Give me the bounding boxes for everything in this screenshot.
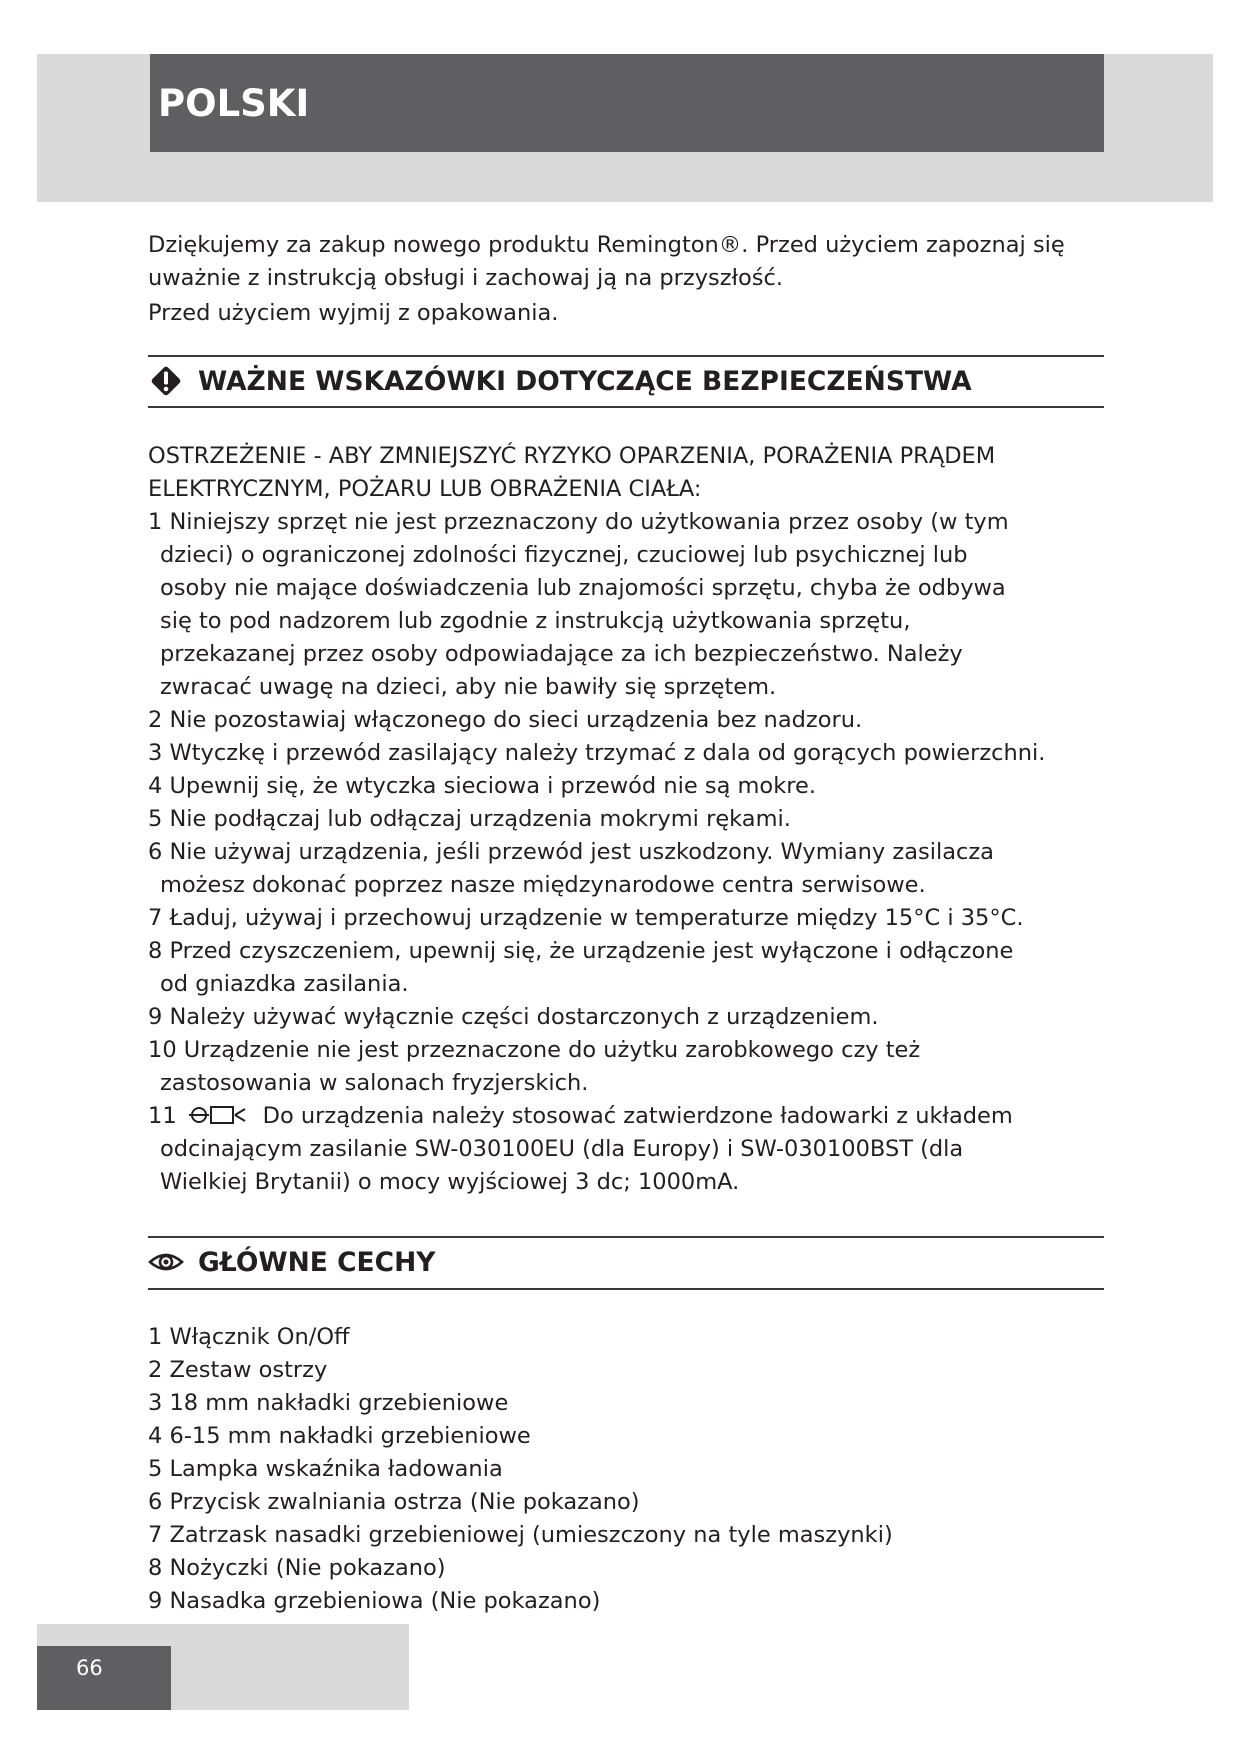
list-item: [148, 704, 1108, 737]
safety-heading: [148, 356, 1104, 406]
safety-heading-text: WAŻNE WSKAZÓWKI DOTYCZĄCE BEZPIECZEŃSTWA: [198, 365, 972, 397]
item-continuation: dzieci) o ograniczonej zdolności fizycznej, czuciowej lub psychicznej lub: [160, 542, 968, 568]
features-section: [148, 1321, 1108, 1618]
item-continuation: Wielkiej Brytanii) o mocy wyjściowej 3 dc; 1000mA.: [160, 1169, 740, 1195]
item-continuation: od gniazdka zasilania.: [160, 971, 409, 997]
intro-line: uważnie z instrukcją obsługi i zachowaj ją na przyszłość.: [148, 265, 783, 291]
item-continuation: się to pod nadzorem lub zgodnie z instrukcją użytkowania sprzętu,: [160, 608, 911, 634]
feature-item: 6 Przycisk zwalniania ostrza (Nie pokazano): [148, 1489, 640, 1515]
page-title: POLSKI: [158, 81, 310, 125]
warning-line: ELEKTRYCZNYM, POŻARU LUB OBRAŻENIA CIAŁA:: [148, 476, 702, 502]
item-continuation: przekazanej przez osoby odpowiadające za ich bezpieczeństwo. Należy: [160, 641, 963, 667]
list-item: [148, 770, 1108, 803]
list-item: [148, 737, 1108, 770]
warning-line: OSTRZEŻENIE - ABY ZMNIEJSZYĆ RYZYKO OPARZENIA, PORAŻENIA PRĄDEM: [148, 443, 996, 469]
item-text: 8 Przed czyszczeniem, upewnij się, że urządzenie jest wyłączone i odłączone: [148, 938, 1014, 964]
list-item: [148, 506, 1108, 704]
page-number: 66: [37, 1646, 171, 1710]
item-number: 11: [148, 1103, 177, 1129]
list-item: [148, 1100, 1108, 1199]
language-title-bar: [150, 54, 1104, 152]
warning-icon: [148, 363, 184, 399]
divider: [148, 406, 1104, 408]
feature-item: 7 Zatrzask nasadki grzebieniowej (umieszczony na tyle maszynki): [148, 1522, 893, 1548]
intro-line: Dziękujemy za zakup nowego produktu Remington®. Przed użyciem zapoznaj się: [148, 232, 1065, 258]
item-text: 5 Nie podłączaj lub odłączaj urządzenia mokrymi rękami.: [148, 806, 791, 832]
item-text: 1 Niniejszy sprzęt nie jest przeznaczony do użytkowania przez osoby (w tym: [148, 509, 1009, 535]
feature-item: 8 Nożyczki (Nie pokazano): [148, 1555, 446, 1581]
item-text: 10 Urządzenie nie jest przeznaczone do użytku zarobkowego czy też: [148, 1037, 921, 1063]
feature-item: 2 Zestaw ostrzy: [148, 1357, 328, 1383]
item-text: 6 Nie używaj urządzenia, jeśli przewód jest uszkodzony. Wymiany zasilacza: [148, 839, 994, 865]
item-text: 4 Upewnij się, że wtyczka sieciowa i przewód nie są mokre.: [148, 773, 816, 799]
list-item: [148, 1034, 1108, 1100]
item-continuation: odcinającym zasilanie SW-030100EU (dla Europy) i SW-030100BST (dla: [160, 1136, 964, 1162]
features-heading-text: GŁÓWNE CECHY: [198, 1246, 436, 1278]
list-item: [148, 935, 1108, 1001]
feature-item: 9 Nasadka grzebieniowa (Nie pokazano): [148, 1588, 601, 1614]
item-continuation: możesz dokonać poprzez nasze międzynarodowe centra serwisowe.: [160, 872, 926, 898]
list-item: [148, 1001, 1108, 1034]
feature-item: 1 Włącznik On/Off: [148, 1324, 350, 1350]
feature-item: 3 18 mm nakładki grzebieniowe: [148, 1390, 509, 1416]
list-item: [148, 902, 1108, 935]
list-item: [148, 836, 1108, 902]
safety-list: [148, 506, 1108, 1199]
eye-icon: [148, 1244, 184, 1280]
item-text: 9 Należy używać wyłącznie części dostarczonych z urządzeniem.: [148, 1004, 879, 1030]
item-continuation: osoby nie mające doświadczenia lub znajomości sprzętu, chyba że odbywa: [160, 575, 1006, 601]
feature-item: 4 6-15 mm nakładki grzebieniowe: [148, 1423, 531, 1449]
features-heading: [148, 1237, 1104, 1287]
feature-item: 5 Lampka wskaźnika ładowania: [148, 1456, 503, 1482]
item-text: 2 Nie pozostawiaj włączonego do sieci urządzenia bez nadzoru.: [148, 707, 863, 733]
intro-line: Przed użyciem wyjmij z opakowania.: [148, 300, 559, 326]
list-item: [148, 803, 1108, 836]
item-continuation: zastosowania w salonach fryzjerskich.: [160, 1070, 589, 1096]
item-text: 3 Wtyczkę i przewód zasilający należy trzymać z dala od gorących powierzchni.: [148, 740, 1046, 766]
safety-transformer-icon: [187, 1101, 259, 1129]
safety-instructions: [148, 440, 1108, 1199]
item-text: 7 Ładuj, używaj i przechowuj urządzenie w temperaturze między 15°C i 35°C.: [148, 905, 1024, 931]
item-continuation: zwracać uwagę na dzieci, aby nie bawiły się sprzętem.: [160, 674, 777, 700]
intro-text: [148, 229, 1108, 330]
features-list: [148, 1321, 1108, 1618]
divider: [148, 1288, 1104, 1290]
item-text: Do urządzenia należy stosować zatwierdzone ładowarki z układem: [262, 1103, 1013, 1129]
